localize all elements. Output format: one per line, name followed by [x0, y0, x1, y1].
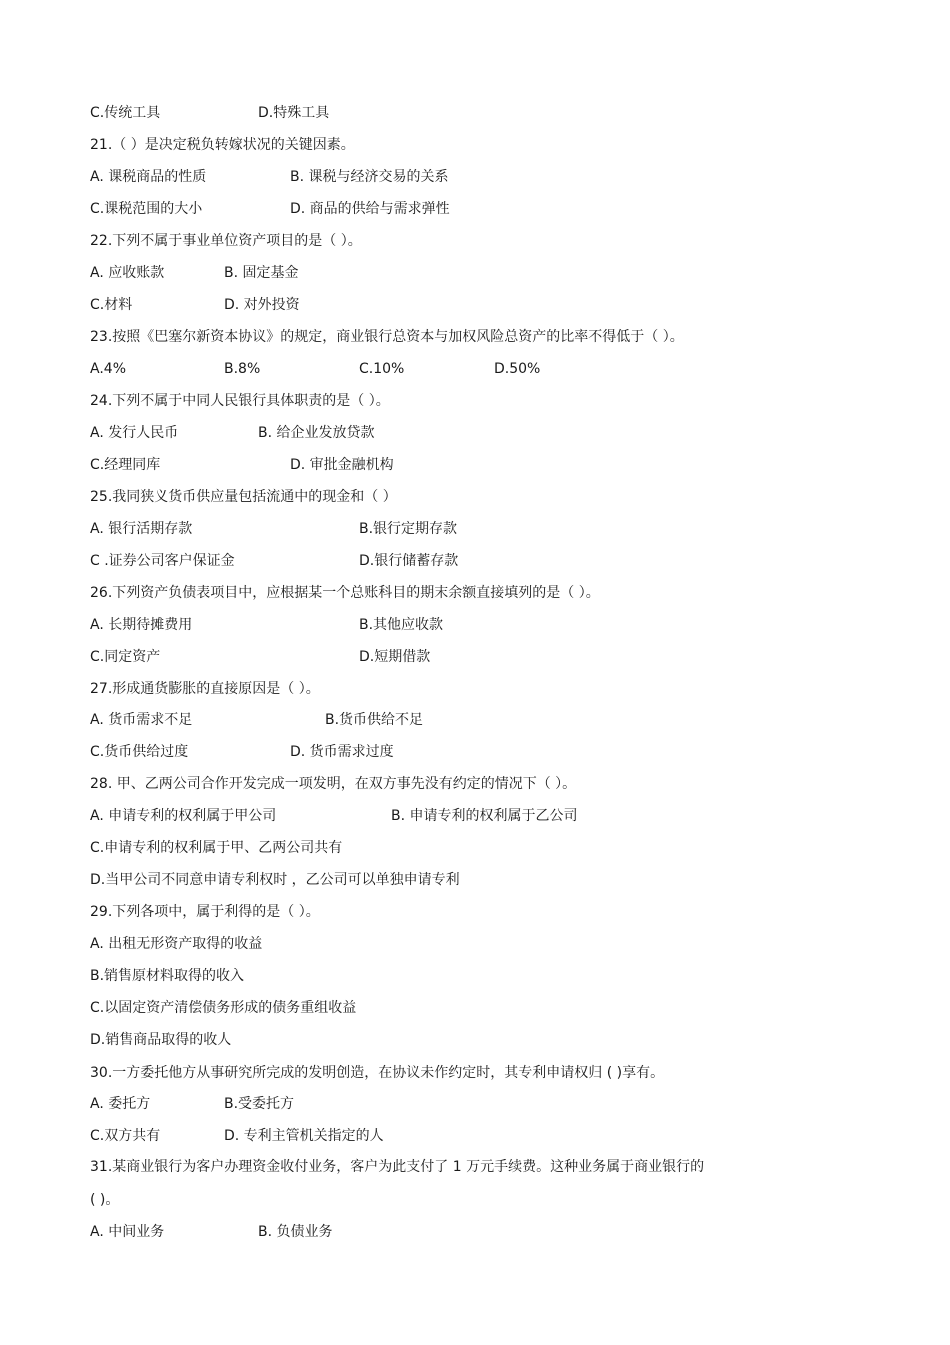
- answer-option: B. 申请专利的权利属于乙公司: [391, 808, 578, 824]
- answer-option: C.课税范围的大小: [90, 201, 203, 217]
- question-text: C.申请专利的权利属于甲、乙两公司共有: [90, 840, 343, 856]
- answer-option: D.短期借款: [359, 649, 431, 665]
- question-text: 31.某商业银行为客户办理资金收付业务，客户为此支付了 1 万元手续费。这种业务属于商业银行的: [90, 1159, 705, 1175]
- answer-option: D. 审批金融机构: [290, 457, 394, 473]
- question-text: 21.（ ）是决定税负转嫁状况的关键因素。: [90, 137, 355, 153]
- question-text: 26.下列资产负债表项目中，应根据某一个总账科目的期末余额直接填列的是（ ）。: [90, 585, 600, 601]
- question-text: 29.下列各项中，属于利得的是（ ）。: [90, 904, 320, 920]
- answer-option: D.特殊工具: [258, 105, 330, 121]
- answer-option: A. 中间业务: [90, 1224, 165, 1240]
- question-text: C.以固定资产清偿债务形成的债务重组收益: [90, 1000, 357, 1016]
- question-text: 30.一方委托他方从事研究所完成的发明创造，在协议未作约定时，其专利申请权归 ( )享有。: [90, 1065, 665, 1081]
- answer-option: A. 货币需求不足: [90, 712, 193, 728]
- question-text: 27.形成通货膨胀的直接原因是（ ）。: [90, 681, 320, 697]
- answer-option: D.50%: [494, 361, 541, 377]
- answer-option: C.10%: [359, 361, 405, 377]
- answer-option: A. 应收账款: [90, 265, 165, 281]
- question-text: 24.下列不属于中同人民银行具体职责的是（ ）。: [90, 393, 390, 409]
- answer-option: B.8%: [224, 361, 261, 377]
- question-text: B.销售原材料取得的收入: [90, 968, 245, 984]
- answer-option: D. 对外投资: [224, 297, 300, 313]
- answer-option: A.4%: [90, 361, 126, 377]
- answer-option: B.受委托方: [224, 1096, 295, 1112]
- question-text: A. 出租无形资产取得的收益: [90, 936, 263, 952]
- answer-option: D. 货币需求过度: [290, 744, 394, 760]
- question-text: 22.下列不属于事业单位资产项目的是（ ）。: [90, 233, 362, 249]
- answer-option: A. 长期待摊费用: [90, 617, 193, 633]
- answer-option: A. 委托方: [90, 1096, 151, 1112]
- answer-option: C.同定资产: [90, 649, 161, 665]
- answer-option: B.货币供给不足: [325, 712, 424, 728]
- answer-option: B. 固定基金: [224, 265, 299, 281]
- answer-option: B. 给企业发放贷款: [258, 425, 375, 441]
- answer-option: D.银行储蓄存款: [359, 553, 459, 569]
- answer-option: A. 申请专利的权利属于甲公司: [90, 808, 277, 824]
- question-text: 28. 甲、乙两公司合作开发完成一项发明，在双方事先没有约定的情况下（ ）。: [90, 776, 577, 792]
- answer-option: C .证券公司客户保证金: [90, 553, 235, 569]
- question-text: D.当甲公司不同意申请专利权时 ，乙公司可以单独申请专利: [90, 872, 460, 888]
- answer-option: C.货币供给过度: [90, 744, 189, 760]
- question-text: ( )。: [90, 1192, 120, 1208]
- answer-option: A. 课税商品的性质: [90, 169, 207, 185]
- answer-option: C.经理同库: [90, 457, 161, 473]
- answer-option: B.银行定期存款: [359, 521, 458, 537]
- answer-option: B. 负债业务: [258, 1224, 333, 1240]
- question-text: 25.我同狭义货币供应量包括流通中的现金和（ ）: [90, 489, 397, 505]
- answer-option: C.双方共有: [90, 1128, 161, 1144]
- answer-option: D. 专利主管机关指定的人: [224, 1128, 384, 1144]
- answer-option: C.传统工具: [90, 105, 161, 121]
- question-text: D.销售商品取得的收人: [90, 1032, 232, 1048]
- answer-option: D. 商品的供给与需求弹性: [290, 201, 450, 217]
- answer-option: A. 发行人民币: [90, 425, 179, 441]
- answer-option: A. 银行活期存款: [90, 521, 193, 537]
- question-text: 23.按照《巴塞尔新资本协议》的规定，商业银行总资本与加权风险总资产的比率不得低于（ ）。: [90, 329, 684, 345]
- answer-option: C.材料: [90, 297, 133, 313]
- answer-option: B.其他应收款: [359, 617, 444, 633]
- answer-option: B. 课税与经济交易的关系: [290, 169, 449, 185]
